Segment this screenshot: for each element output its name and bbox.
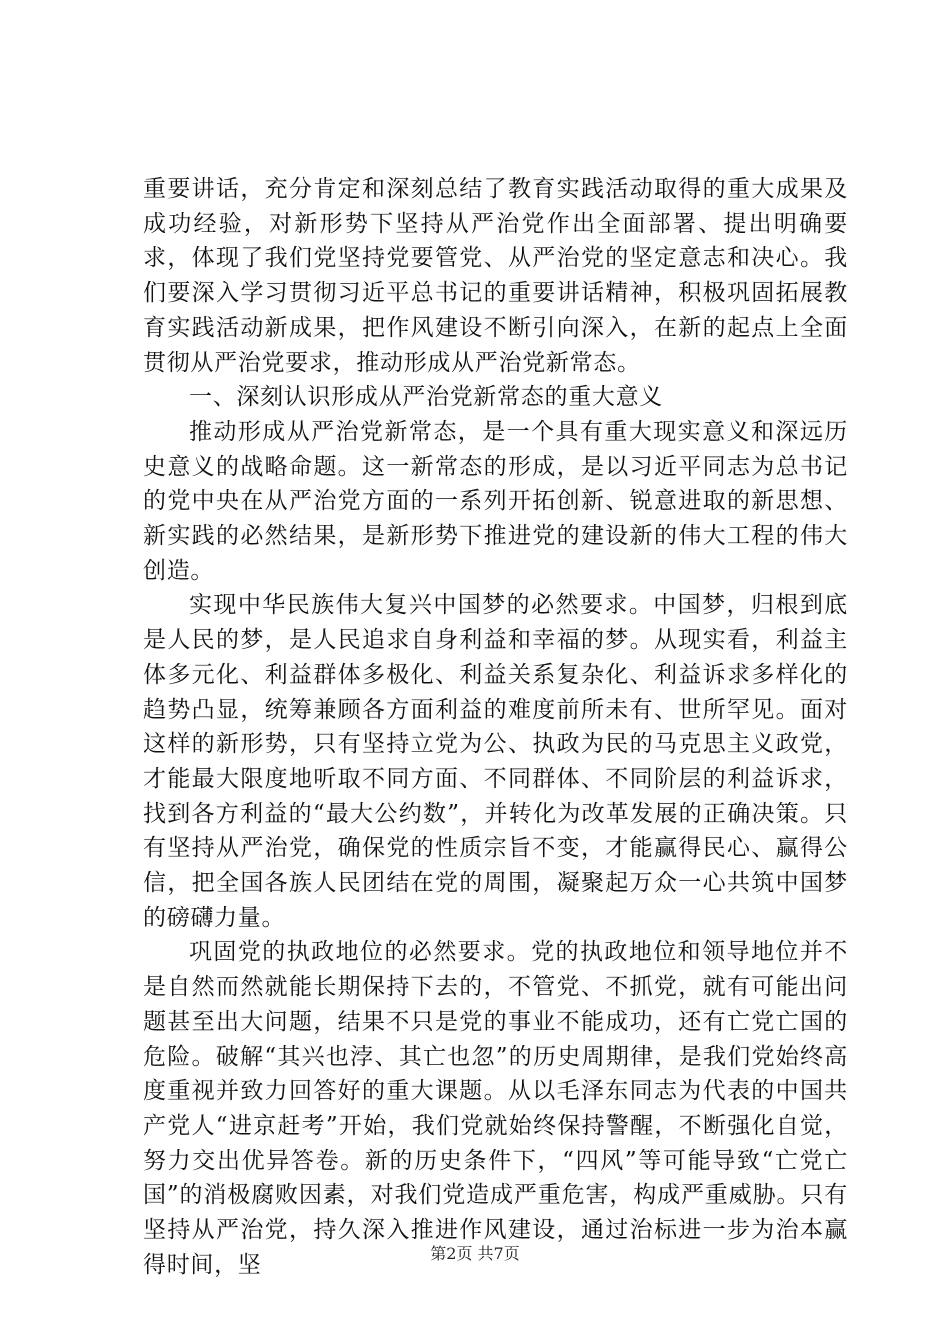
section-heading: 一、深刻认识形成从严治党新常态的重大意义	[189, 384, 663, 411]
paragraph-continuation: 重要讲话，充分肯定和深刻总结了教育实践活动取得的重大成果及成功经验，对新形势下坚持从严治党作出全面部署、提出明确要求，体现了我们党坚持党要管党、从严治党的坚定意志和决心。我们要深入学习贯彻习近平总书记的重要讲话精神，积极巩固拓展教育实践活动新成果，把作风建设不断引向深入，在新的起点上全面贯彻从严治党要求，推动形成从严治党新常态。	[143, 176, 848, 376]
paragraph-intro: 推动形成从严治党新常态，是一个具有重大现实意义和深远历史意义的战略命题。这一新常态的形成，是以习近平同志为总书记的党中央在从严治党方面的一系列开拓创新、锐意进取的新思想、新实践的必然结果，是新形势下推进党的建设新的伟大工程的伟大创造。	[143, 418, 848, 584]
paragraph-ruling-position: 巩固党的执政地位的必然要求。党的执政地位和领导地位并不是自然而然就能长期保持下去的，不管党、不抓党，就有可能出问题甚至出大问题，结果不只是党的事业不能成功，还有亡党亡国的危险。破解“其兴也浡、其亡也忽”的历史周期律，是我们党始终高度重视并致力回答好的重大课题。从以毛泽东同志为代表的中国共产党人“进京赶考”开始，我们党就始终保持警醒，不断强化自觉，努力交出优异答卷。新的历史条件下，“四风”等可能导致“亡党亡国”的消极腐败因素，对我们党造成严重危害，构成严重威胁。只有坚持从严治党，持久深入推进作风建设，通过治标进一步为治本赢得时间，坚	[143, 939, 848, 1278]
paragraph-china-dream: 实现中华民族伟大复兴中国梦的必然要求。中国梦，归根到底是人民的梦，是人民追求自身利益和幸福的梦。从现实看，利益主体多元化、利益群体多极化、利益关系复杂化、利益诉求多样化的趋势凸显，统筹兼顾各方面利益的难度前所未有、世所罕见。面对这样的新形势，只有坚持立党为公、执政为民的马克思主义政党，才能最大限度地听取不同方面、不同群体、不同阶层的利益诉求，找到各方利益的“最大公约数”，并转化为改革发展的正确决策。只有坚持从严治党，确保党的性质宗旨不变，才能赢得民心、赢得公信，把全国各族人民团结在党的周围，凝聚起万众一心共筑中国梦的磅礴力量。	[143, 592, 848, 931]
document-body	[143, 172, 848, 1283]
page-number-footer: 第2页 共7页	[430, 1244, 520, 1263]
